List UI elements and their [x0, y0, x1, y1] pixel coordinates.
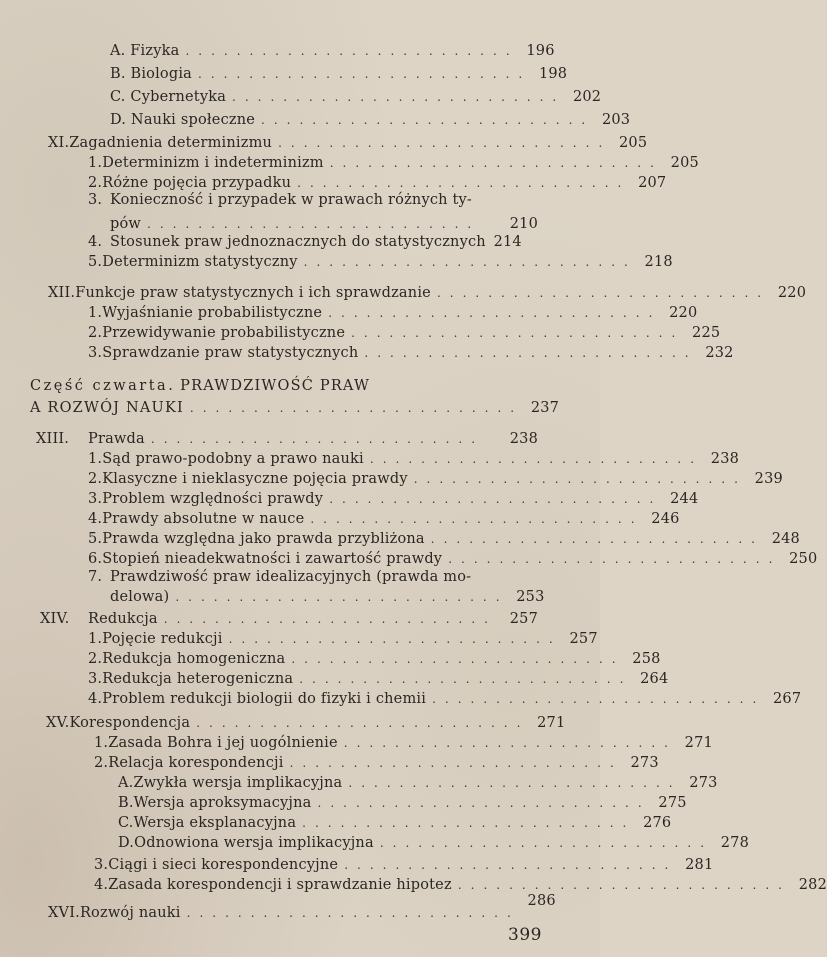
chapter-xv: XV. Korespondencja .......................... 271	[46, 715, 566, 731]
toc-entry: 6. Stopień nieadekwatności i zawartość prawdy .......................... 250	[88, 551, 818, 567]
toc-entry: 5. Determinizm statystyczny .......................... 218	[88, 254, 673, 270]
toc-entry: 2. Redukcja homogeniczna .......................... 258	[88, 651, 661, 667]
toc-entry: 4. Problem redukcji biologii do fizyki i chemii .......................... 267	[88, 691, 802, 707]
toc-entry: C. Wersja eksplanacyjna .......................... 276	[118, 815, 672, 831]
toc-entry: 4. Stosunek praw jednoznacznych do statystycznych 214	[88, 234, 522, 250]
chapter-xiii: XIII. Prawda .......................... 238	[36, 431, 538, 447]
toc-entry: B. Biologia .......................... 198	[110, 66, 568, 82]
chapter-xiv: XIV. Redukcja .......................... 257	[40, 611, 538, 627]
part-heading: Część czwarta. PRAWDZIWOŚĆ PRAW	[30, 378, 371, 394]
chapter-xii: XII. Funkcje praw statystycznych i ich sprawdzanie .......................... 220	[48, 285, 807, 301]
toc-entry: 4. Zasada korespondencji i sprawdzanie hipotez .......................... 282	[94, 877, 827, 893]
toc-entry: 1. Wyjaśnianie probabilistyczne .......................... 220	[88, 305, 698, 321]
toc-entry: 2. Relacja korespondencji .......................... 273	[94, 755, 659, 771]
toc-entry: 3. Redukcja heterogeniczna .......................... 264	[88, 671, 669, 687]
toc-entry: 2. Klasyczne i nieklasyczne pojęcia prawdy .......................... 239	[88, 471, 783, 487]
toc-entry: 1. Determinizm i indeterminizm .......................... 205	[88, 155, 699, 171]
toc-entry: B. Wersja aproksymacyjna .......................... 275	[118, 795, 687, 811]
toc-entry: 2. Przewidywanie probabilistyczne .......................... 225	[88, 325, 721, 341]
toc-entry: 3. Ciągi i sieci korespondencyjne .......................... 281	[94, 857, 714, 873]
toc-entry: A. Zwykła wersja implikacyjna .......................... 273	[118, 775, 718, 791]
chapter-xi: XI. Zagadnienia determinizmu .......................... 205	[48, 135, 648, 151]
chapter-xvi: XVI. Rozwój nauki .......................... 286	[48, 893, 556, 921]
page-number: 399	[508, 925, 542, 945]
toc-entry: A. Fizyka .......................... 196	[110, 43, 555, 59]
toc-entry: D. Nauki społeczne .......................... 203	[110, 112, 631, 128]
toc-entry-line: 7. Prawdziwość praw idealizacyjnych (prawda mo-	[88, 569, 472, 585]
toc-entry: 1. Pojęcie redukcji .......................... 257	[88, 631, 598, 647]
toc-entry: 3. Sprawdzanie praw statystycznych .......................... 232	[88, 345, 734, 361]
toc-entry-continuation: delowa) .......................... 253	[110, 589, 545, 605]
toc-entry: 1. Zasada Bohra i jej uogólnienie .......................... 271	[94, 735, 713, 751]
toc-entry: 1. Sąd prawo-podobny a prawo nauki .......................... 238	[88, 451, 740, 467]
toc-entry: 5. Prawda względna jako prawda przybliżona .......................... 248	[88, 531, 800, 547]
toc-entry-line: 3. Konieczność i przypadek w prawach różnych ty-	[88, 192, 473, 208]
toc-entry: 3. Problem względności prawdy .......................... 244	[88, 491, 699, 507]
toc-entry-continuation: pów .......................... 210	[110, 216, 538, 232]
toc-entry: C. Cybernetyka .......................... 202	[110, 89, 602, 105]
toc-entry: 4. Prawdy absolutne w nauce .......................... 246	[88, 511, 680, 527]
toc-entry: D. Odnowiona wersja implikacyjna .......................... 278	[118, 835, 750, 851]
part-heading-line2: A ROZWÓJ NAUKI .......................... 237	[30, 400, 560, 416]
toc-entry: 2. Różne pojęcia przypadku .......................... 207	[88, 175, 667, 191]
